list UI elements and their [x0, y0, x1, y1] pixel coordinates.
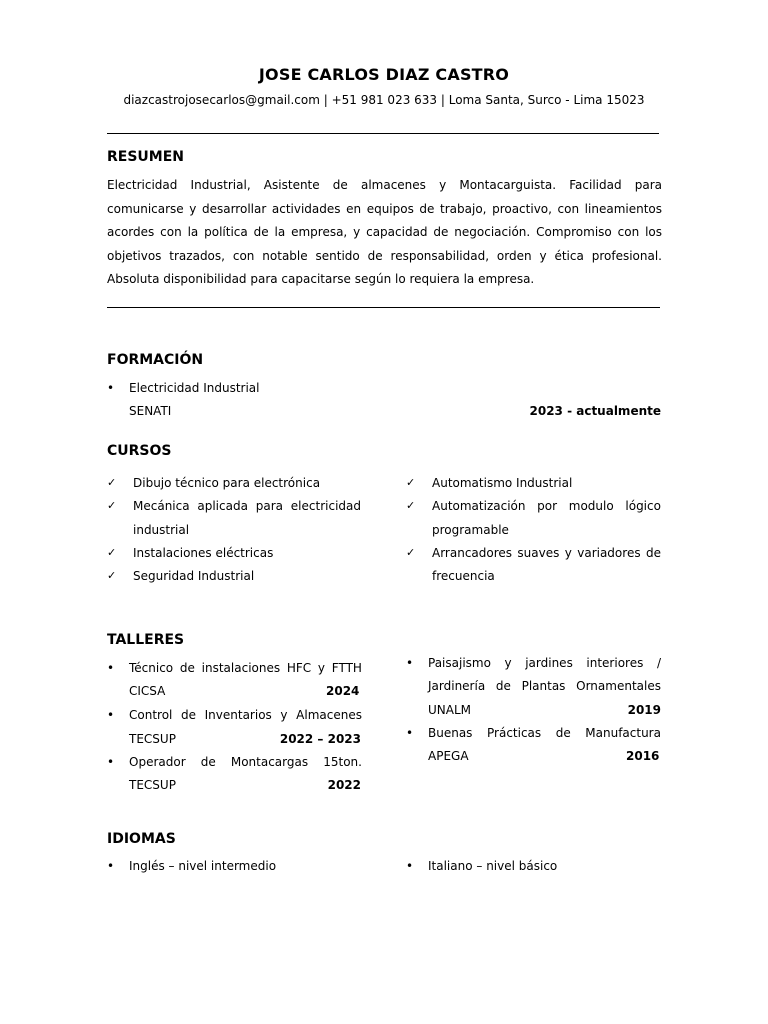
course-item: Automatización por modulo lógico [432, 499, 661, 513]
education-period: 2023 - actualmente [529, 404, 661, 418]
workshop-organization: APEGA [428, 749, 469, 763]
workshop-item: Técnico de instalaciones HFC y FTTH [129, 661, 362, 675]
course-item-continuation: frecuencia [432, 569, 495, 583]
course-item: Seguridad Industrial [133, 569, 255, 583]
checkmark-icon: ✓ [107, 569, 117, 582]
course-item-continuation: industrial [133, 523, 190, 537]
bullet-icon: • [406, 859, 414, 873]
workshop-item: Paisajismo y jardines interiores / [428, 656, 661, 670]
course-item: Dibujo técnico para electrónica [133, 476, 321, 490]
checkmark-icon: ✓ [107, 499, 117, 512]
workshop-year: 2024 [326, 684, 360, 698]
checkmark-icon: ✓ [107, 546, 117, 559]
candidate-name: JOSE CARLOS DIAZ CASTRO [258, 65, 510, 84]
section-heading-resumen: RESUMEN [107, 149, 185, 165]
checkmark-icon: ✓ [406, 476, 416, 489]
workshop-organization: TECSUP [129, 732, 176, 746]
checkmark-icon: ✓ [406, 499, 416, 512]
course-item: Arrancadores suaves y variadores de [432, 546, 661, 560]
bullet-icon: • [107, 661, 115, 675]
checkmark-icon: ✓ [406, 546, 416, 559]
workshop-item-continuation: Jardinería de Plantas Ornamentales [428, 679, 661, 693]
bullet-icon: • [107, 708, 115, 722]
contact-info: diazcastrojosecarlos@gmail.com | +51 981 023 633 | Loma Santa, Surco - Lima 15023 [123, 93, 645, 107]
divider [107, 307, 660, 308]
workshop-organization: CICSA [129, 684, 166, 698]
bullet-icon: • [107, 755, 115, 769]
checkmark-icon: ✓ [107, 476, 117, 489]
course-item-continuation: programable [432, 523, 509, 537]
workshop-item: Buenas Prácticas de Manufactura [428, 726, 661, 740]
bullet-icon: • [406, 726, 414, 740]
workshop-item: Operador de Montacargas 15ton. [129, 755, 362, 769]
section-heading-formacion: FORMACIÓN [107, 352, 204, 368]
education-degree: Electricidad Industrial [129, 381, 260, 395]
workshop-year: 2022 – 2023 [279, 732, 361, 746]
section-heading-talleres: TALLERES [107, 632, 185, 648]
course-item: Mecánica aplicada para electricidad [133, 499, 361, 513]
workshop-item: Control de Inventarios y Almacenes [129, 708, 362, 722]
summary-text: Electricidad Industrial, Asistente de almacenes y Montacarguista. Facilidad para comunicarse y desarrollar actividades en equipos de trabajo, proactivo, con lineamientos acordes con la política de la empresa, y capacidad de negociación. Compromiso con los objetivos trazados, con notable sentido de responsabilidad, orden y ética profesional. Absoluta disponibilidad para capacitarse según lo requiera la empresa. [107, 178, 662, 287]
bullet-icon: • [107, 381, 115, 395]
bullet-icon: • [107, 859, 115, 873]
workshop-year: 2019 [627, 703, 661, 717]
course-item: Instalaciones eléctricas [133, 546, 274, 560]
workshop-organization: TECSUP [129, 778, 176, 792]
divider [107, 133, 659, 134]
section-heading-cursos: CURSOS [107, 443, 172, 459]
workshop-organization: UNALM [428, 703, 472, 717]
workshop-year: 2022 [327, 778, 361, 792]
language-item: Italiano – nivel básico [428, 859, 558, 873]
bullet-icon: • [406, 656, 414, 670]
workshop-year: 2016 [626, 749, 660, 763]
section-heading-idiomas: IDIOMAS [107, 831, 176, 847]
language-item: Inglés – nivel intermedio [129, 859, 277, 873]
course-item: Automatismo Industrial [432, 476, 573, 490]
education-institution: SENATI [129, 404, 172, 418]
